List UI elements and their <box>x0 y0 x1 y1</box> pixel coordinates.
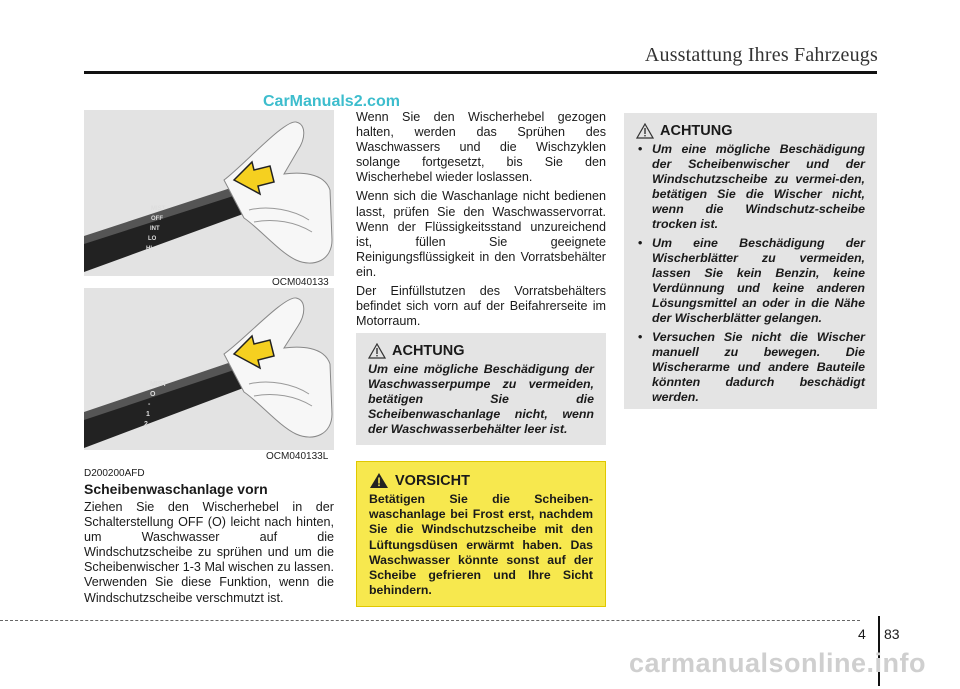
list-item: • Um eine mögliche Beschädigung der Scheibenwischer und der Windschutzscheibe zu vermei-den, betätigen Sie die Wischer nicht, wenn die Windschutz-scheibe trocken ist. <box>638 142 865 231</box>
stalk-mark-1-b: 1 <box>146 411 150 418</box>
watermark-top[interactable]: CarManuals2.com <box>263 93 400 110</box>
section-code: D200200AFD <box>84 468 145 479</box>
caution-triangle-icon <box>368 343 386 359</box>
stalk-mark-hi: HI <box>146 246 152 252</box>
paragraph: Wenn Sie den Wischerhebel gezogen halten, werden das Sprühen des Waschwassers und die Wischzyklen solange fortgesetzt, bis Sie den Wischerhebel wieder loslassen. <box>356 110 606 185</box>
warning-box-mid <box>356 461 606 607</box>
footer-rule <box>0 620 860 621</box>
warning-triangle-icon <box>369 472 389 489</box>
stalk-mark-mist: MIST <box>151 206 166 212</box>
chapter-number: 4 <box>858 626 866 642</box>
list-item: • Um eine Beschädigung der Wischerblätter zu vermeiden, lassen Sie kein Benzin, keine Verdünnung und keine anderen Lösungsmittel an oder in die Nähe der Wischerblätter gelangen. <box>638 236 865 325</box>
list-item: • Versuchen Sie nicht die Wischer manuell zu bewegen. Die Wischerarme und andere Bauteile könnten dadurch beschädigt werden. <box>638 330 865 404</box>
caution-title-right: ACHTUNG <box>660 123 733 139</box>
caution-triangle-icon <box>636 123 654 139</box>
section-body-left <box>84 500 334 610</box>
figure-a-code: OCM040133 <box>272 277 329 288</box>
stalk-mark-lo: LO <box>148 236 157 242</box>
section-body-mid <box>356 110 606 333</box>
stalk-mark-off: OFF <box>151 216 163 222</box>
caution-list-right <box>636 142 865 405</box>
caution-box-right <box>624 113 877 409</box>
caution-text-mid: Um eine mögliche Beschädigung der Waschwasserpumpe zu vermeiden, betätigen Sie die Scheibenwaschanlage nicht, wenn der Waschwasserbehälter leer ist. <box>368 362 594 436</box>
paragraph: Der Einfüllstutzen des Vorratsbehälters befindet sich vorn auf der Beifahrerseite im Motorraum. <box>356 284 606 329</box>
section-heading: Scheibenwaschanlage vorn <box>84 481 268 497</box>
figure-b-image <box>84 288 334 450</box>
caution-title-mid: ACHTUNG <box>392 343 465 359</box>
warning-title-mid: VORSICHT <box>395 472 470 489</box>
paragraph: Wenn sich die Waschanlage nicht bedienen lasst, prüfen Sie den Waschwasservorrat. Wenn der Flüssigkeitsstand unzureichend ist, füllen Sie geeignete Reinigungsflüssigkeit in den Vorratsbehälter ein. <box>356 189 606 279</box>
warning-text-mid: Betätigen Sie die Scheiben-waschanlage bei Frost erst, nachdem Sie die Windschutzscheibe mit den Lüftungsdüsen erwärmt haben. Das Waschwasser könnte sonst auf der Scheibe gefrieren und Ihre Sicht behindern. <box>369 492 593 598</box>
wiper-stalk-illustration-b <box>84 288 334 450</box>
header-title: Ausstattung Ihres Fahrzeugs <box>644 44 878 66</box>
stalk-mark-2-b: 2 <box>144 421 148 428</box>
header-rule <box>84 71 877 74</box>
figure-b-code: OCM040133L <box>266 451 329 462</box>
figure-a-image <box>84 110 334 276</box>
wiper-stalk-illustration-a <box>84 110 334 276</box>
paragraph: Ziehen Sie den Wischerhebel in der Schalterstellung OFF (O) leicht nach hinten, um Waschwasser auf die Windschutzscheibe zu sprühen und um die Scheibenwischer 1-3 Mal wischen zu lassen. Verwenden Sie diese Funktion, wenn die Windschutzscheibe verschmutzt ist. <box>84 500 334 605</box>
stalk-mark-off-b: O <box>150 391 156 398</box>
watermark-bottom[interactable]: carmanualsonline.info <box>628 648 926 678</box>
page-number: 83 <box>884 626 900 642</box>
stalk-mark-int-b: - <box>148 401 151 408</box>
stalk-mark-int: INT <box>150 226 160 232</box>
stalk-mark-mist-b: MIST <box>150 381 167 388</box>
caution-box-mid <box>356 333 606 445</box>
